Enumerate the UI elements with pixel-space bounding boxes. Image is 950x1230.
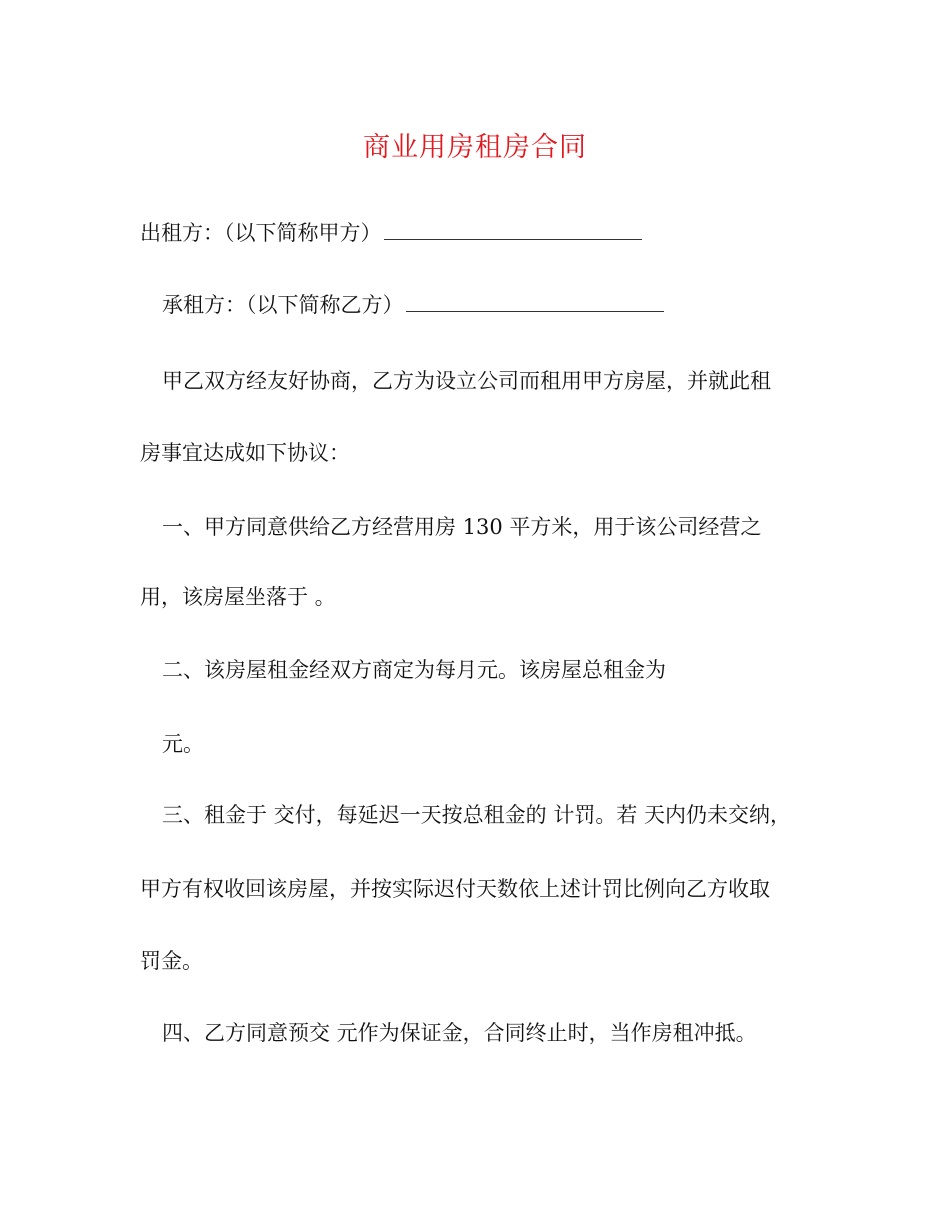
lessor-line bbox=[140, 218, 642, 248]
clause-4-line-1: 四、乙方同意预交 元作为保证金，合同终止时，当作房租冲抵。 bbox=[162, 1021, 757, 1045]
clause-3-line-3: 罚金。 bbox=[140, 949, 203, 973]
document-title: 商业用房租房合同 bbox=[363, 132, 587, 163]
clause-3-line-2: 甲方有权收回该房屋，并按实际迟付天数依上述计罚比例向乙方收取 bbox=[140, 877, 770, 901]
clause-2-line-2: 元。 bbox=[162, 732, 204, 756]
intro-paragraph-line-1: 甲乙双方经友好协商，乙方为设立公司而租用甲方房屋，并就此租 bbox=[162, 369, 771, 393]
lessor-label: 出租方： bbox=[140, 221, 224, 245]
lessor-blank-field bbox=[384, 219, 642, 240]
clause-3-line-1: 三、租金于 交付，每延迟一天按总租金的 计罚。若 天内仍未交纳， bbox=[162, 803, 792, 827]
lessor-note: （以下简称甲方） bbox=[224, 221, 382, 245]
lessee-note: （以下简称乙方） bbox=[246, 293, 404, 317]
clause-2-line-1: 二、该房屋租金经双方商定为每月元。该房屋总租金为 bbox=[162, 658, 666, 682]
lessee-line bbox=[162, 290, 664, 320]
clause-1-line-1: 一、甲方同意供给乙方经营用房 130 平方米，用于该公司经营之 bbox=[162, 515, 762, 539]
clause-1-line-2: 用，该房屋坐落于 。 bbox=[140, 585, 336, 609]
lessee-blank-field bbox=[406, 291, 664, 312]
lessee-label: 承租方： bbox=[162, 293, 246, 317]
intro-paragraph-line-2: 房事宜达成如下协议： bbox=[140, 441, 350, 465]
